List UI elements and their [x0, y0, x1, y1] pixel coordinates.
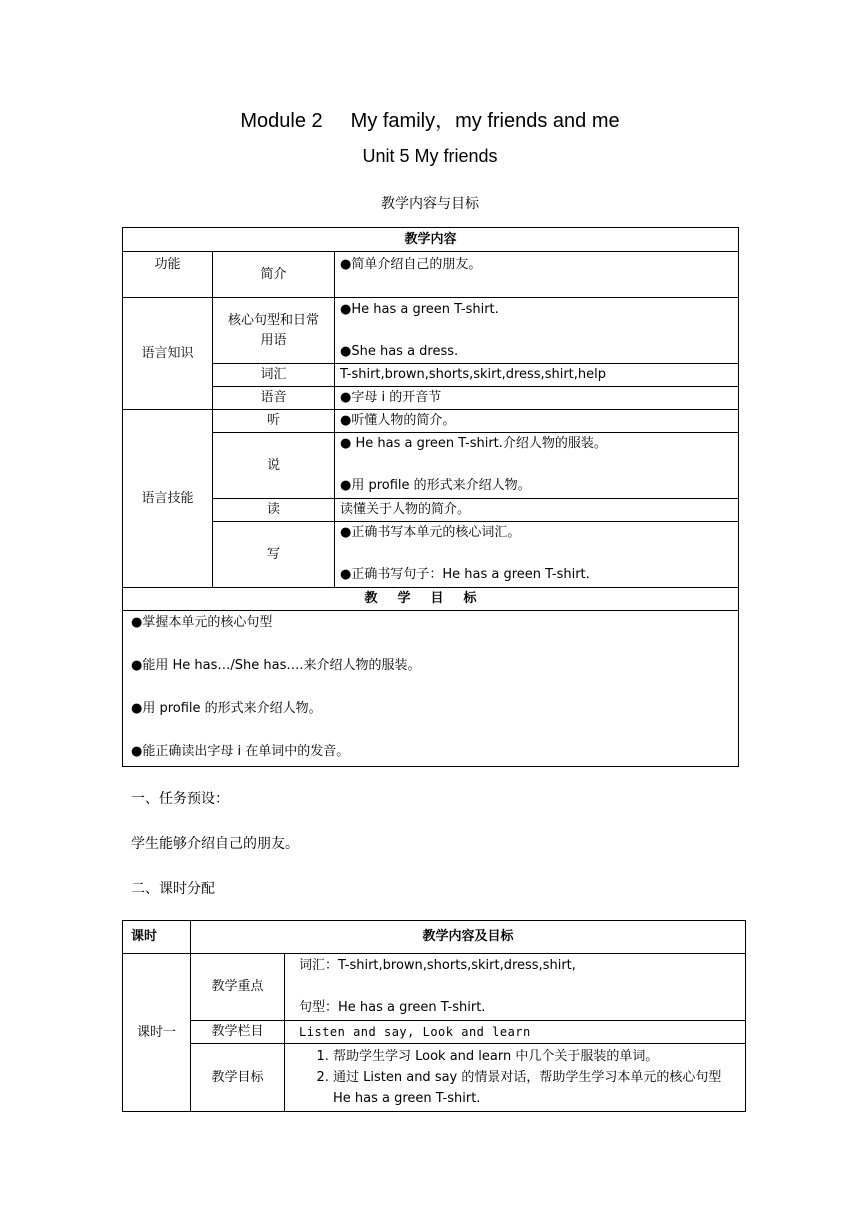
schedule-table — [122, 920, 746, 1112]
goal-item: ●用 profile 的形式来介绍人物。 — [131, 701, 322, 716]
teaching-focus-vocab: 词汇：T-shirt,brown,shorts,skirt,dress,shirt, — [299, 958, 576, 973]
module-title — [0, 104, 860, 133]
content-table — [122, 227, 739, 767]
teaching-goal-item: 1. 帮助学生学习 Look and learn 中几个关于服装的单词。 — [333, 1046, 735, 1067]
section-title: 教学内容与目标 — [381, 195, 479, 211]
schedule-title: 二、课时分配 — [131, 881, 215, 897]
function-label: 功能 — [123, 252, 213, 298]
speaking-line-2: ●用 profile 的形式来介绍人物。 — [340, 478, 531, 493]
listening-text: ●听懂人物的简介。 — [335, 410, 739, 433]
vocabulary-label: 词汇 — [213, 364, 335, 387]
teaching-focus-sentence: 句型：He has a green T-shirt. — [299, 1000, 486, 1015]
vocabulary-text: T-shirt,brown,shorts,skirt,dress,shirt,help — [335, 364, 739, 387]
speaking-line-1: ● He has a green T-shirt.介绍人物的服装。 — [340, 436, 607, 451]
teaching-column-label: 教学栏目 — [191, 1021, 285, 1044]
goal-item: ●能正确读出字母 i 在单词中的发音。 — [131, 744, 350, 759]
language-knowledge-label: 语言知识 — [123, 298, 213, 410]
teaching-focus-cell — [285, 954, 746, 1021]
content-heading: 教学内容 — [123, 228, 739, 252]
function-sub-label: 简介 — [213, 252, 335, 298]
lesson-column-header: 课时 — [123, 921, 191, 954]
writing-label: 写 — [213, 522, 335, 588]
teaching-goal-item: 2. 通过 Listen and say 的情景对话，帮助学生学习本单元的核心句型 He has a green T-shirt. — [333, 1067, 735, 1109]
teaching-goals-label: 教学目标 — [191, 1044, 285, 1112]
goal-item: ●能用 He has…/She has….来介绍人物的服装。 — [131, 658, 421, 673]
unit-title: Unit 5 My friends — [362, 146, 498, 166]
writing-cell — [335, 522, 739, 588]
goal-item: ●掌握本单元的核心句型 — [131, 615, 273, 630]
language-skills-label: 语言技能 — [123, 410, 213, 588]
task-preset-title: 一、任务预设： — [131, 791, 229, 807]
task-preset-text: 学生能够介绍自己的朋友。 — [131, 836, 299, 852]
core-sentences-cell — [335, 298, 739, 364]
writing-line-1: ●正确书写本单元的核心词汇。 — [340, 525, 521, 540]
goals-cell — [123, 611, 739, 767]
reading-label: 读 — [213, 499, 335, 522]
teaching-goals-cell — [285, 1044, 746, 1112]
writing-line-2: ●正确书写句子：He has a green T-shirt. — [340, 567, 590, 582]
module-name: My family，my friends and me — [350, 110, 620, 132]
core-sentence-1: ●He has a green T-shirt. — [340, 302, 499, 317]
phonics-text: ●字母 i 的开音节 — [335, 387, 739, 410]
reading-text: 读懂关于人物的简介。 — [335, 499, 739, 522]
listening-label: 听 — [213, 410, 335, 433]
core-sentences-label: 核心句型和日常用语 — [213, 298, 335, 364]
teaching-focus-label: 教学重点 — [191, 954, 285, 1021]
content-goals-column-header: 教学内容及目标 — [191, 921, 746, 954]
lesson-one-label: 课时一 — [123, 954, 191, 1112]
goals-heading: 教学目标 — [123, 588, 739, 611]
speaking-label: 说 — [213, 433, 335, 499]
speaking-cell — [335, 433, 739, 499]
teaching-column-text: Listen and say, Look and learn — [285, 1021, 746, 1044]
module-number: Module 2 — [240, 110, 323, 132]
function-text: ●简单介绍自己的朋友。 — [335, 252, 739, 298]
phonics-label: 语音 — [213, 387, 335, 410]
core-sentence-2: ●She has a dress. — [340, 344, 459, 359]
